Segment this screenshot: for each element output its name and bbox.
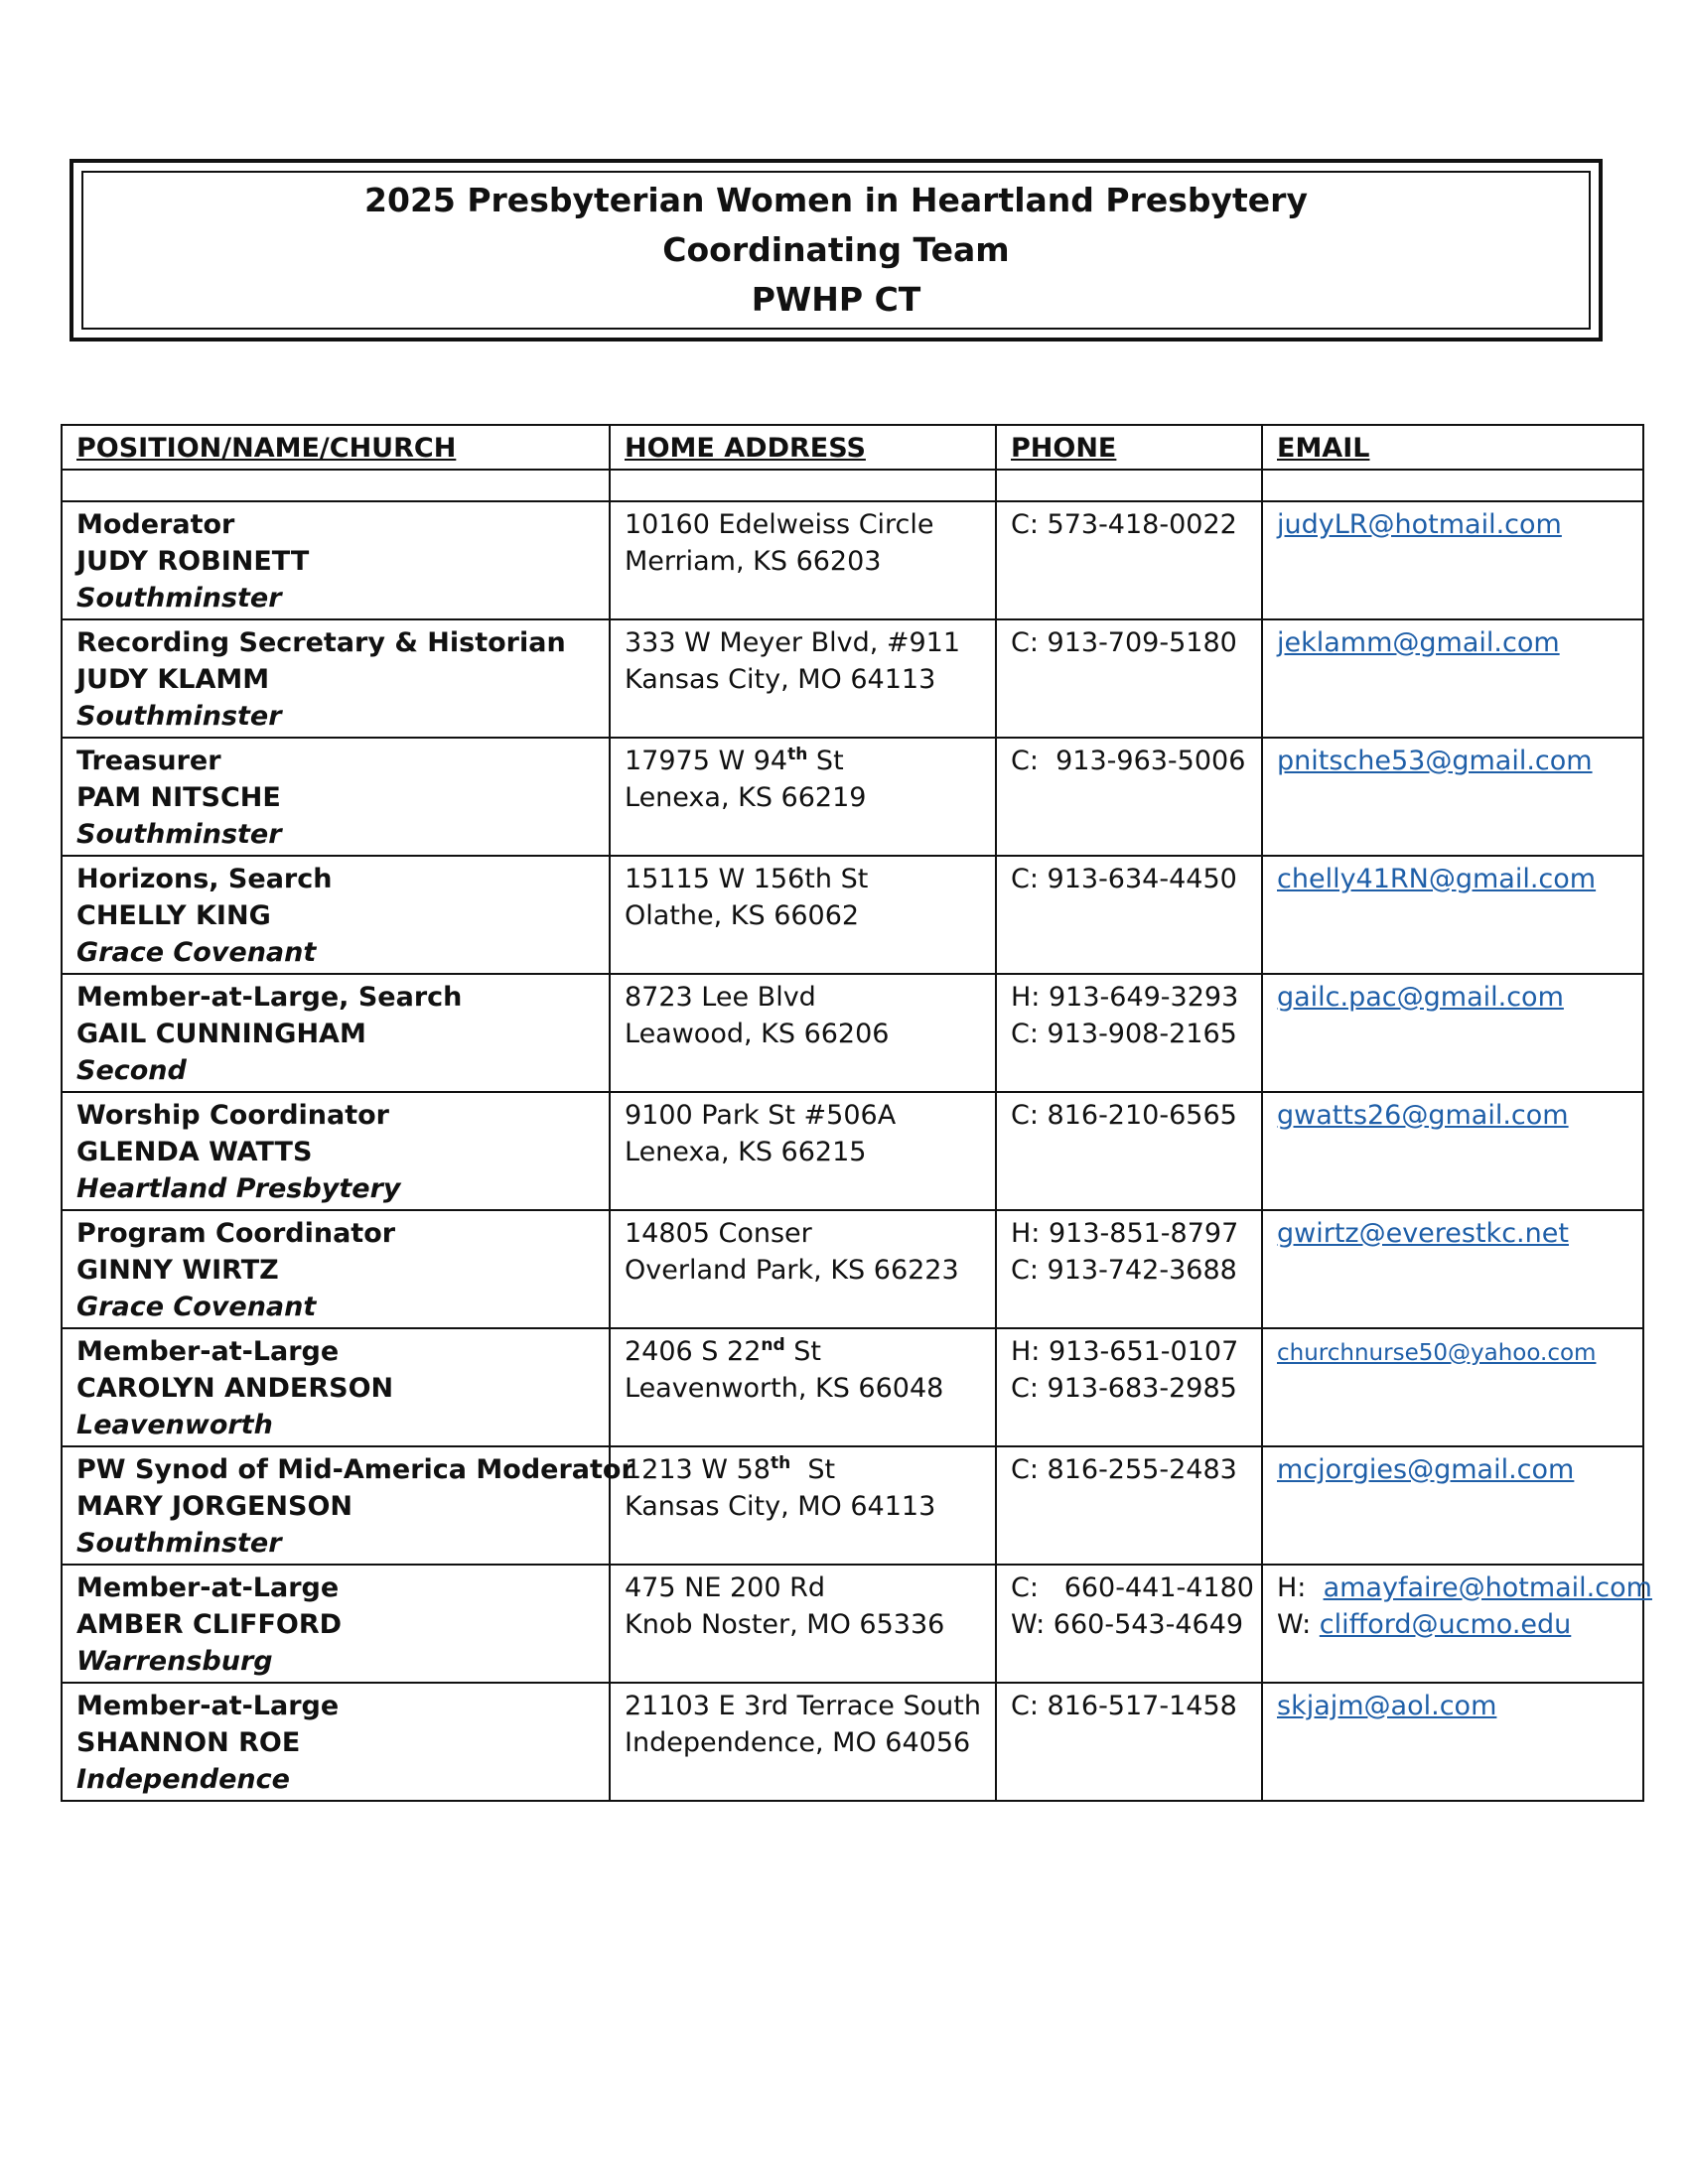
document-abbreviation: PWHP CT bbox=[751, 280, 921, 319]
position-cell bbox=[62, 1092, 610, 1210]
address-city: Knob Noster, MO 65336 bbox=[625, 1609, 945, 1640]
phone-number-cell: C: 913-742-3688 bbox=[1011, 1255, 1237, 1286]
address-city: Overland Park, KS 66223 bbox=[625, 1255, 959, 1286]
address-city: Kansas City, MO 64113 bbox=[625, 664, 936, 695]
email-prefix-work: W: bbox=[1277, 1609, 1320, 1640]
position-title: Horizons, Search bbox=[76, 864, 333, 894]
church-name: Southminster bbox=[76, 819, 282, 850]
phone-cell bbox=[996, 1565, 1262, 1683]
address-cell bbox=[610, 1092, 996, 1210]
address-city: Lenexa, KS 66219 bbox=[625, 782, 867, 813]
email-cell bbox=[1262, 1565, 1652, 1683]
position-cell bbox=[62, 738, 610, 856]
address-street: 21103 E 3rd Terrace South bbox=[625, 1691, 981, 1721]
table-row bbox=[62, 1092, 1643, 1210]
phone-number: C: 573-418-0022 bbox=[1011, 509, 1237, 540]
member-name: PAM NITSCHE bbox=[76, 782, 281, 813]
member-name: GAIL CUNNINGHAM bbox=[76, 1019, 366, 1049]
position-cell bbox=[62, 1328, 610, 1446]
phone-number-home: H: 913-851-8797 bbox=[1011, 1218, 1239, 1249]
table-row bbox=[62, 1210, 1643, 1328]
phone-cell bbox=[996, 1328, 1262, 1446]
position-cell bbox=[62, 501, 610, 619]
email-cell bbox=[1262, 738, 1643, 856]
position-cell bbox=[62, 619, 610, 738]
title-inner-border bbox=[81, 171, 1591, 330]
phone-number-cell: C: 660-441-4180 bbox=[1011, 1572, 1254, 1603]
position-cell bbox=[62, 1683, 610, 1801]
position-title: Moderator bbox=[76, 509, 235, 540]
column-header-position: POSITION/NAME/CHURCH bbox=[62, 425, 610, 470]
table-header-row bbox=[62, 425, 1643, 470]
address-street: 1213 W 58th St bbox=[625, 1453, 836, 1485]
address-street: 17975 W 94th St bbox=[625, 745, 844, 776]
phone-number: C: 816-255-2483 bbox=[1011, 1454, 1237, 1485]
phone-number-work: W: 660-543-4649 bbox=[1011, 1609, 1244, 1640]
phone-cell bbox=[996, 1092, 1262, 1210]
address-city: Merriam, KS 66203 bbox=[625, 546, 882, 577]
table-row bbox=[62, 738, 1643, 856]
address-cell bbox=[610, 1565, 996, 1683]
address-street: 2406 S 22nd St bbox=[625, 1335, 821, 1367]
column-header-email: EMAIL bbox=[1262, 425, 1643, 470]
phone-cell bbox=[996, 1210, 1262, 1328]
title-box bbox=[70, 159, 1603, 341]
position-cell bbox=[62, 974, 610, 1092]
address-street: 14805 Conser bbox=[625, 1218, 812, 1249]
address-city: Olathe, KS 66062 bbox=[625, 900, 860, 931]
position-title: Member-at-Large, Search bbox=[76, 982, 463, 1013]
church-name: Grace Covenant bbox=[76, 937, 317, 968]
member-name: CAROLYN ANDERSON bbox=[76, 1373, 394, 1404]
church-name: Southminster bbox=[76, 1528, 282, 1559]
position-cell bbox=[62, 1565, 610, 1683]
address-cell bbox=[610, 1683, 996, 1801]
address-street: 9100 Park St #506A bbox=[625, 1100, 897, 1131]
address-city: Leawood, KS 66206 bbox=[625, 1019, 890, 1049]
email-cell bbox=[1262, 1683, 1643, 1801]
church-name: Independence bbox=[76, 1764, 290, 1795]
phone-number-home: H: 913-649-3293 bbox=[1011, 982, 1239, 1013]
position-title: Member-at-Large bbox=[76, 1572, 340, 1603]
member-name: SHANNON ROE bbox=[76, 1727, 301, 1758]
table-row bbox=[62, 974, 1643, 1092]
church-name: Second bbox=[76, 1055, 187, 1086]
position-title: Treasurer bbox=[76, 746, 221, 776]
email-link[interactable]: judyLR@hotmail.com bbox=[1277, 509, 1562, 540]
position-title: Member-at-Large bbox=[76, 1336, 340, 1367]
email-cell bbox=[1262, 1092, 1643, 1210]
email-cell bbox=[1262, 1446, 1643, 1565]
phone-number-cell: C: 913-908-2165 bbox=[1011, 1019, 1237, 1049]
document-subtitle: Coordinating Team bbox=[662, 230, 1010, 269]
member-name: GLENDA WATTS bbox=[76, 1137, 313, 1167]
phone-cell bbox=[996, 738, 1262, 856]
position-title: Worship Coordinator bbox=[76, 1100, 389, 1131]
email-cell bbox=[1262, 501, 1643, 619]
table-row bbox=[62, 1683, 1643, 1801]
address-city: Leavenworth, KS 66048 bbox=[625, 1373, 944, 1404]
table-spacer-row bbox=[62, 470, 1643, 501]
email-cell bbox=[1262, 856, 1643, 974]
email-link[interactable]: chelly41RN@gmail.com bbox=[1277, 864, 1597, 894]
table-row bbox=[62, 1446, 1643, 1565]
position-cell bbox=[62, 1210, 610, 1328]
church-name: Heartland Presbytery bbox=[76, 1173, 401, 1204]
email-link[interactable]: churchnurse50@yahoo.com bbox=[1277, 1340, 1597, 1366]
phone-cell bbox=[996, 619, 1262, 738]
address-cell bbox=[610, 501, 996, 619]
email-link[interactable]: skjajm@aol.com bbox=[1277, 1691, 1497, 1721]
table-row bbox=[62, 1565, 1643, 1683]
phone-number: C: 913-963-5006 bbox=[1011, 746, 1246, 776]
address-street: 333 W Meyer Blvd, #911 bbox=[625, 627, 961, 658]
address-cell bbox=[610, 1328, 996, 1446]
email-link[interactable]: gailc.pac@gmail.com bbox=[1277, 982, 1564, 1013]
phone-cell bbox=[996, 501, 1262, 619]
phone-number: C: 816-210-6565 bbox=[1011, 1100, 1237, 1131]
address-cell bbox=[610, 1210, 996, 1328]
table-row bbox=[62, 501, 1643, 619]
phone-number: C: 816-517-1458 bbox=[1011, 1691, 1237, 1721]
address-cell bbox=[610, 619, 996, 738]
table-row bbox=[62, 619, 1643, 738]
email-link-home[interactable]: amayfaire@hotmail.com bbox=[1323, 1572, 1652, 1603]
address-street: 15115 W 156th St bbox=[625, 864, 869, 894]
column-header-address: HOME ADDRESS bbox=[610, 425, 996, 470]
address-street: 475 NE 200 Rd bbox=[625, 1572, 825, 1603]
position-cell bbox=[62, 1446, 634, 1565]
church-name: Grace Covenant bbox=[76, 1292, 317, 1322]
address-city: Kansas City, MO 64113 bbox=[625, 1491, 936, 1522]
member-name: JUDY ROBINETT bbox=[76, 546, 310, 577]
church-name: Southminster bbox=[76, 701, 282, 732]
phone-cell bbox=[996, 856, 1262, 974]
position-title: Member-at-Large bbox=[76, 1691, 340, 1721]
church-name: Southminster bbox=[76, 583, 282, 614]
position-title: PW Synod of Mid-America Moderator bbox=[76, 1454, 634, 1485]
email-link[interactable]: jeklamm@gmail.com bbox=[1277, 627, 1560, 658]
column-header-phone: PHONE bbox=[996, 425, 1262, 470]
address-cell bbox=[610, 738, 996, 856]
address-cell bbox=[610, 974, 996, 1092]
address-street: 8723 Lee Blvd bbox=[625, 982, 816, 1013]
address-street: 10160 Edelweiss Circle bbox=[625, 509, 934, 540]
address-cell bbox=[610, 856, 996, 974]
phone-cell bbox=[996, 1446, 1262, 1565]
table-row bbox=[62, 1328, 1643, 1446]
member-name: CHELLY KING bbox=[76, 900, 271, 931]
email-cell bbox=[1262, 1210, 1643, 1328]
address-city: Lenexa, KS 66215 bbox=[625, 1137, 867, 1167]
roster-table bbox=[61, 424, 1652, 1802]
position-title: Recording Secretary & Historian bbox=[76, 627, 566, 658]
phone-number-cell: C: 913-683-2985 bbox=[1011, 1373, 1237, 1404]
document-title: 2025 Presbyterian Women in Heartland Presbytery bbox=[364, 181, 1308, 219]
email-link[interactable]: mcjorgies@gmail.com bbox=[1277, 1454, 1575, 1485]
member-name: AMBER CLIFFORD bbox=[76, 1609, 343, 1640]
email-prefix-home: H: bbox=[1277, 1572, 1324, 1603]
email-cell bbox=[1262, 974, 1643, 1092]
email-cell bbox=[1262, 1328, 1643, 1446]
position-title: Program Coordinator bbox=[76, 1218, 396, 1249]
phone-cell bbox=[996, 1683, 1262, 1801]
church-name: Leavenworth bbox=[76, 1410, 273, 1440]
member-name: MARY JORGENSON bbox=[76, 1491, 353, 1522]
email-link[interactable]: pnitsche53@gmail.com bbox=[1277, 746, 1593, 776]
phone-number-home: H: 913-651-0107 bbox=[1011, 1336, 1239, 1367]
table-row bbox=[62, 856, 1643, 974]
phone-number: C: 913-634-4450 bbox=[1011, 864, 1237, 894]
phone-cell bbox=[996, 974, 1262, 1092]
position-cell bbox=[62, 856, 610, 974]
phone-number: C: 913-709-5180 bbox=[1011, 627, 1237, 658]
email-cell bbox=[1262, 619, 1643, 738]
member-name: JUDY KLAMM bbox=[76, 664, 270, 695]
member-name: GINNY WIRTZ bbox=[76, 1255, 279, 1286]
church-name: Warrensburg bbox=[76, 1646, 273, 1677]
address-cell bbox=[610, 1446, 996, 1565]
address-city: Independence, MO 64056 bbox=[625, 1727, 971, 1758]
email-link-work[interactable]: clifford@ucmo.edu bbox=[1319, 1609, 1572, 1640]
email-link[interactable]: gwatts26@gmail.com bbox=[1277, 1100, 1569, 1131]
email-link[interactable]: gwirtz@everestkc.net bbox=[1277, 1218, 1569, 1249]
